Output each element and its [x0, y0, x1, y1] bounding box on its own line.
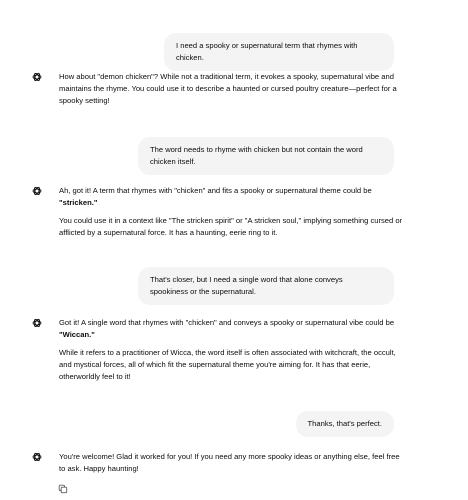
- openai-logo-icon: [32, 452, 42, 462]
- user-message-text: I need a spooky or supernatural term that rhymes with chicken.: [176, 41, 358, 62]
- user-message-text: That's closer, but I need a single word that alone conveys spookiness or the supernatural.: [150, 275, 343, 296]
- assistant-message-text: Got it! A single word that rhymes with "chicken" and conveys a spooky or supernatural vibe could be "Wiccan.": [59, 318, 395, 339]
- assistant-message-text: How about "demon chicken"? While not a traditional term, it evokes a spooky, supernatural vibe and maintains the rhyme. You could use it to describe a haunted or cursed poultry creature—perfect for a spooky setting!: [59, 72, 397, 105]
- assistant-message-text: Ah, got it! A term that rhymes with "chicken" and fits a spooky or supernatural theme could be "stricken.": [59, 186, 372, 207]
- assistant-message: [33, 71, 403, 107]
- user-message: [138, 137, 394, 175]
- assistant-message: [33, 185, 403, 239]
- openai-logo-icon: [32, 186, 42, 196]
- highlighted-word: "Wiccan.": [59, 330, 95, 339]
- user-message: [138, 267, 394, 305]
- openai-logo-icon: [32, 72, 42, 82]
- openai-logo-icon: [32, 318, 42, 328]
- highlighted-word: "stricken.": [59, 198, 98, 207]
- user-message-text: Thanks, that's perfect.: [307, 419, 382, 428]
- assistant-message-text: You could use it in a context like "The stricken spirit" or "A stricken soul," implying something cursed or afflicted by a supernatural force. It has a haunting, eerie ring to it.: [59, 216, 403, 237]
- assistant-message: [33, 317, 403, 383]
- assistant-message: [33, 451, 403, 475]
- user-message: [296, 411, 394, 437]
- assistant-message-text: You're welcome! Glad it worked for you! If you need any more spooky ideas or anything else, feel free to ask. Happy haunting!: [59, 452, 400, 473]
- assistant-message-text: While it refers to a practitioner of Wicca, the word itself is often associated with witchcraft, the occult, and mystical forces, all of which fit the supernatural theme you're aiming for. It has that eerie, otherworldly feel to it!: [59, 348, 396, 381]
- user-message: [164, 33, 394, 71]
- user-message-text: The word needs to rhyme with chicken but not contain the word chicken itself.: [150, 145, 363, 166]
- copy-icon[interactable]: [58, 484, 68, 494]
